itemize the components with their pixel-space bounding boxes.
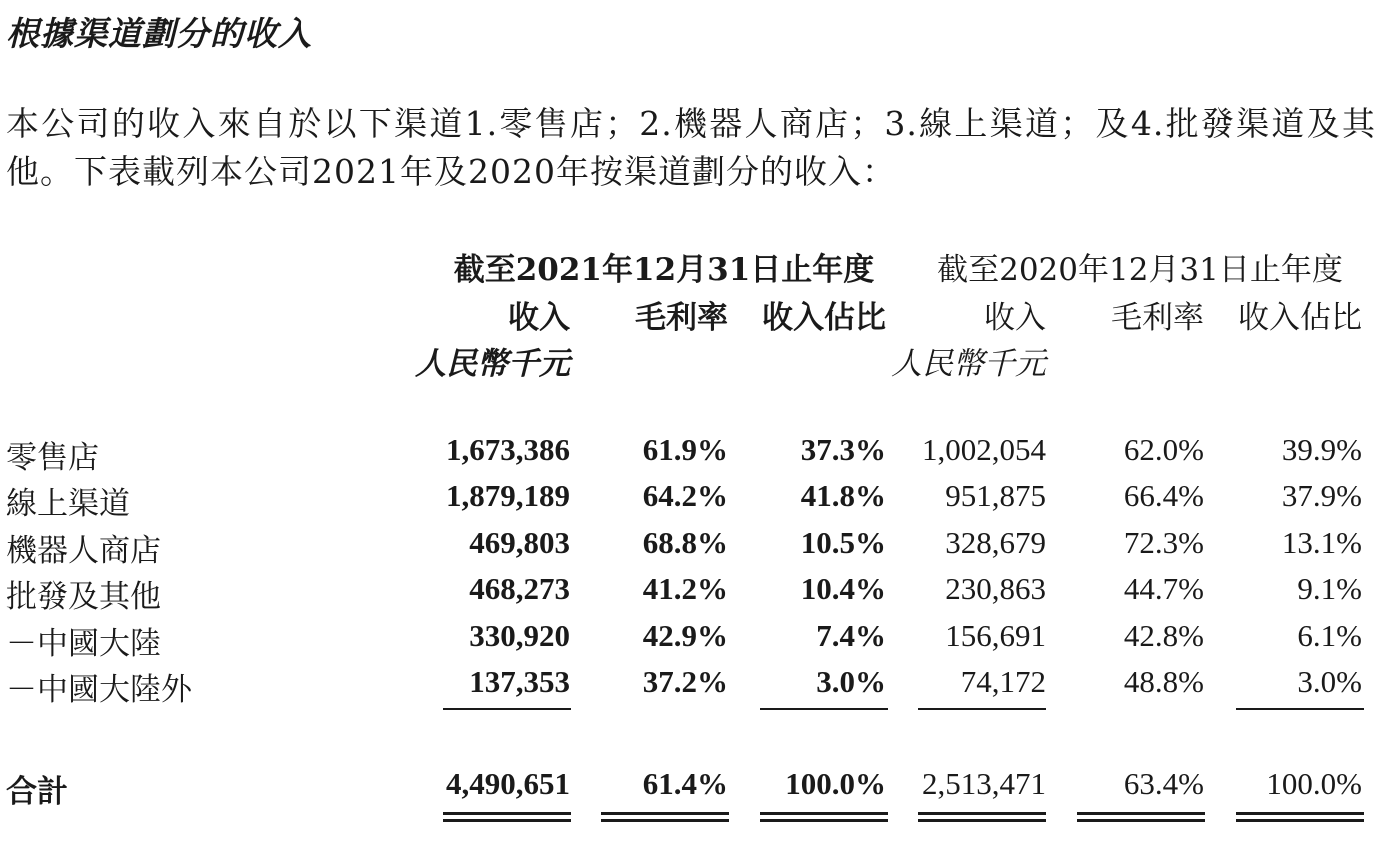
share-2020: 3.0% [1297, 664, 1362, 699]
total-margin-2021: 61.4% [642, 766, 728, 801]
revenue-2021: 468,273 [469, 571, 570, 606]
margin-2021: 37.2% [642, 664, 728, 699]
col-margin-2021: 毛利率 [635, 300, 728, 336]
unit-2020: 人民幣千元 [891, 346, 1046, 382]
margin-2021: 61.9% [642, 432, 728, 467]
col-margin-2020: 毛利率 [1111, 300, 1204, 336]
margin-2020: 44.7% [1123, 571, 1204, 606]
share-2020: 13.1% [1281, 525, 1362, 560]
row-label: 線上渠道 [6, 486, 130, 522]
revenue-2020: 230,863 [945, 571, 1046, 606]
row-label: 批發及其他 [6, 579, 161, 615]
subtotal-rule-rev21 [443, 708, 571, 710]
share-2021: 7.4% [816, 618, 886, 653]
margin-2020: 42.8% [1123, 618, 1204, 653]
margin-2020: 72.3% [1123, 525, 1204, 560]
total-label: 合計 [6, 774, 68, 810]
col-revenue-2020: 收入 [984, 300, 1046, 336]
margin-2020: 62.0% [1123, 432, 1204, 467]
total-dbl-rule [1077, 812, 1205, 822]
revenue-2020: 156,691 [945, 618, 1046, 653]
period-2020-header: 截至2020年12月31日止年度 [937, 252, 1343, 288]
revenue-2020: 74,172 [960, 664, 1046, 699]
margin-2021: 42.9% [642, 618, 728, 653]
subtotal-rule-share20 [1236, 708, 1364, 710]
margin-2020: 66.4% [1123, 478, 1204, 513]
revenue-2021: 469,803 [469, 525, 570, 560]
revenue-2020: 1,002,054 [922, 432, 1046, 467]
section-heading: 根據渠道劃分的收入 [6, 14, 312, 53]
share-2021: 41.8% [800, 478, 886, 513]
subtotal-rule-share21 [760, 708, 888, 710]
share-2021: 37.3% [800, 432, 886, 467]
unit-2021: 人民幣千元 [415, 346, 570, 382]
total-dbl-rule [760, 812, 888, 822]
margin-2021: 41.2% [642, 571, 728, 606]
row-label: 機器人商店 [6, 533, 161, 569]
col-revenue-2021: 收入 [508, 300, 570, 336]
revenue-2020: 328,679 [945, 525, 1046, 560]
total-share-2021: 100.0% [785, 766, 886, 801]
total-dbl-rule [1236, 812, 1364, 822]
share-2020: 9.1% [1297, 571, 1362, 606]
share-2021: 3.0% [816, 664, 886, 699]
total-revenue-2020: 2,513,471 [922, 766, 1046, 801]
share-2021: 10.4% [800, 571, 886, 606]
share-2020: 37.9% [1281, 478, 1362, 513]
revenue-2021: 1,879,189 [446, 478, 570, 513]
row-label: －中國大陸外 [6, 672, 192, 708]
total-margin-2020: 63.4% [1123, 766, 1204, 801]
row-label: －中國大陸 [6, 626, 161, 662]
revenue-2021: 330,920 [469, 618, 570, 653]
col-share-2021: 收入佔比 [762, 300, 886, 336]
total-dbl-rule [601, 812, 729, 822]
total-dbl-rule [443, 812, 571, 822]
total-share-2020: 100.0% [1266, 766, 1362, 801]
total-revenue-2021: 4,490,651 [446, 766, 570, 801]
margin-2021: 64.2% [642, 478, 728, 513]
period-2021-header: 截至2021年12月31日止年度 [453, 252, 875, 288]
margin-2021: 68.8% [642, 525, 728, 560]
revenue-2020: 951,875 [945, 478, 1046, 513]
col-share-2020: 收入佔比 [1238, 300, 1362, 336]
share-2020: 6.1% [1297, 618, 1362, 653]
revenue-2021: 1,673,386 [446, 432, 570, 467]
revenue-2021: 137,353 [469, 664, 570, 699]
share-2021: 10.5% [800, 525, 886, 560]
total-dbl-rule [918, 812, 1046, 822]
row-label: 零售店 [6, 440, 99, 476]
intro-paragraph: 本公司的收入來自於以下渠道1.零售店；2.機器人商店；3.線上渠道；及4.批發渠道及其他。下表載列本公司2021年及2020年按渠道劃分的收入： [6, 104, 1376, 191]
share-2020: 39.9% [1281, 432, 1362, 467]
margin-2020: 48.8% [1123, 664, 1204, 699]
subtotal-rule-rev20 [918, 708, 1046, 710]
